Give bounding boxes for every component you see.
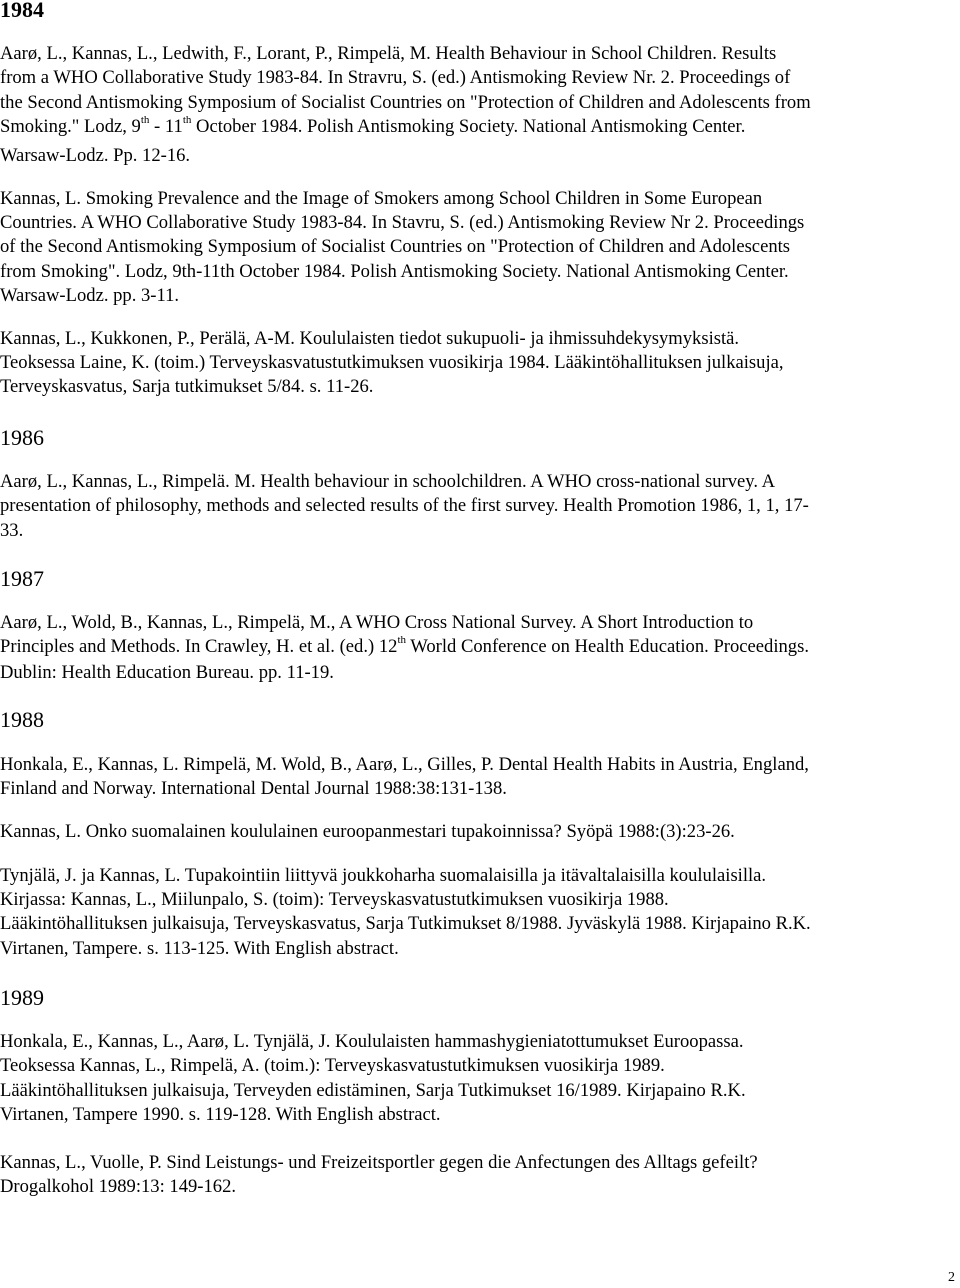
reference-line: Honkala, E., Kannas, L., Aarø, L. Tynjälä, J. Koululaisten hammashygieniatottumukset Euroopassa. [0, 1031, 744, 1052]
reference-line: Honkala, E., Kannas, L. Rimpelä, M. Wold, B., Aarø, L., Gilles, P. Dental Health Habits in Austria, England, [0, 754, 809, 775]
reference-line: Drogalkohol 1989:13: 149-162. [0, 1176, 237, 1197]
reference-line: Aarø, L., Kannas, L., Ledwith, F., Lorant, P., Rimpelä, M. Health Behaviour in School Children. Results [0, 43, 777, 64]
reference-line: Teoksessa Kannas, L., Rimpelä, A. (toim.): Terveyskasvatustutkimuksen vuosikirja 1989. [0, 1055, 665, 1076]
reference-line: Teoksessa Laine, K. (toim.) Terveyskasvatustutkimuksen vuosikirja 1984. Lääkintöhallituksen julkaisuja, [0, 352, 784, 373]
reference-line: Warsaw-Lodz. pp. 3-11. [0, 285, 180, 306]
reference-text: Principles and Methods. In Crawley, H. et al. (ed.) 12 [0, 636, 398, 657]
ordinal-superscript: th [397, 633, 406, 646]
reference-line: Kannas, L., Vuolle, P. Sind Leistungs- und Freizeitsportler gegen die Anfectungen des Alltags gefeilt? [0, 1152, 758, 1173]
reference-line: Aarø, L., Kannas, L., Rimpelä. M. Health behaviour in schoolchildren. A WHO cross-national survey. A [0, 471, 776, 492]
reference-line: Lääkintöhallituksen julkaisuja, Terveyskasvatus, Sarja Tutkimukset 8/1988. Jyväskylä 1988. Kirjapaino R.K. [0, 913, 811, 934]
reference-text: World Conference on Health Education. Proceedings. [406, 636, 809, 657]
ordinal-superscript: th [140, 113, 150, 126]
reference-line: of the Second Antismoking Symposium of Socialist Countries on "Protection of Children and Adolescents [0, 236, 791, 257]
reference-line: from Smoking". Lodz, 9th-11th October 1984. Polish Antismoking Society. National Antismoking Center. [0, 261, 789, 282]
reference-line: from a WHO Collaborative Study 1983-84. In Stravru, S. (ed.) Antismoking Review Nr. 2. Proceedings of [0, 67, 791, 88]
reference-line: Warsaw-Lodz. Pp. 12-16. [0, 145, 191, 166]
reference-text: October 1984. Polish Antismoking Society. National Antismoking Center. [191, 116, 746, 137]
reference-line: Finland and Norway. International Dental Journal 1988:38:131-138. [0, 778, 507, 799]
reference-line: the Second Antismoking Symposium of Socialist Countries on "Protection of Children and Adolescents from [0, 92, 811, 113]
reference-line: Dublin: Health Education Bureau. pp. 11-19. [0, 662, 334, 683]
year-heading-1987: 1987 [0, 566, 44, 591]
reference-line: Kirjassa: Kannas, L., Miilunpalo, S. (toim): Terveyskasvatustutkimuksen vuosikirja 1988. [0, 889, 669, 910]
year-heading-1986: 1986 [0, 425, 44, 450]
reference-line: 33. [0, 520, 24, 541]
reference-line: Kannas, L. Smoking Prevalence and the Image of Smokers among School Children in Some European [0, 188, 763, 209]
reference-line: Lääkintöhallituksen julkaisuja, Terveyden edistäminen, Sarja Tutkimukset 16/1989. Kirjapaino R.K. [0, 1080, 746, 1101]
year-heading-1988: 1988 [0, 707, 44, 732]
reference-line: presentation of philosophy, methods and selected results of the first survey. Health Promotion 1986, 1, 1, 17- [0, 495, 809, 516]
reference-line: Virtanen, Tampere 1990. s. 119-128. With English abstract. [0, 1104, 441, 1125]
reference-line: Virtanen, Tampere. s. 113-125. With English abstract. [0, 938, 399, 959]
reference-text: - 11 [149, 116, 183, 137]
reference-line: Kannas, L. Onko suomalainen koululainen euroopanmestari tupakoinnissa? Syöpä 1988:(3):23-26. [0, 821, 735, 842]
reference-line [0, 633, 809, 658]
reference-line [0, 113, 746, 138]
reference-line: Kannas, L., Kukkonen, P., Perälä, A-M. Koululaisten tiedot sukupuoli- ja ihmissuhdekysymyksistä. [0, 328, 740, 349]
ordinal-superscript: th [182, 113, 192, 126]
reference-line: Tynjälä, J. ja Kannas, L. Tupakointiin liittyvä joukkoharha suomalaisilla ja itävaltalaisilla koululaisilla. [0, 865, 767, 886]
reference-text: Smoking." Lodz, 9 [0, 116, 141, 137]
year-heading-1984: 1984 [0, 0, 44, 22]
reference-line: Aarø, L., Wold, B., Kannas, L., Rimpelä, M., A WHO Cross National Survey. A Short Introduction to [0, 612, 754, 633]
page-number: 2 [948, 1270, 955, 1285]
reference-line: Terveyskasvatus, Sarja tutkimukset 5/84. s. 11-26. [0, 376, 374, 397]
year-heading-1989: 1989 [0, 985, 44, 1010]
reference-line: Countries. A WHO Collaborative Study 1983-84. In Stavru, S. (ed.) Antismoking Review Nr 2. Proceedings [0, 212, 805, 233]
